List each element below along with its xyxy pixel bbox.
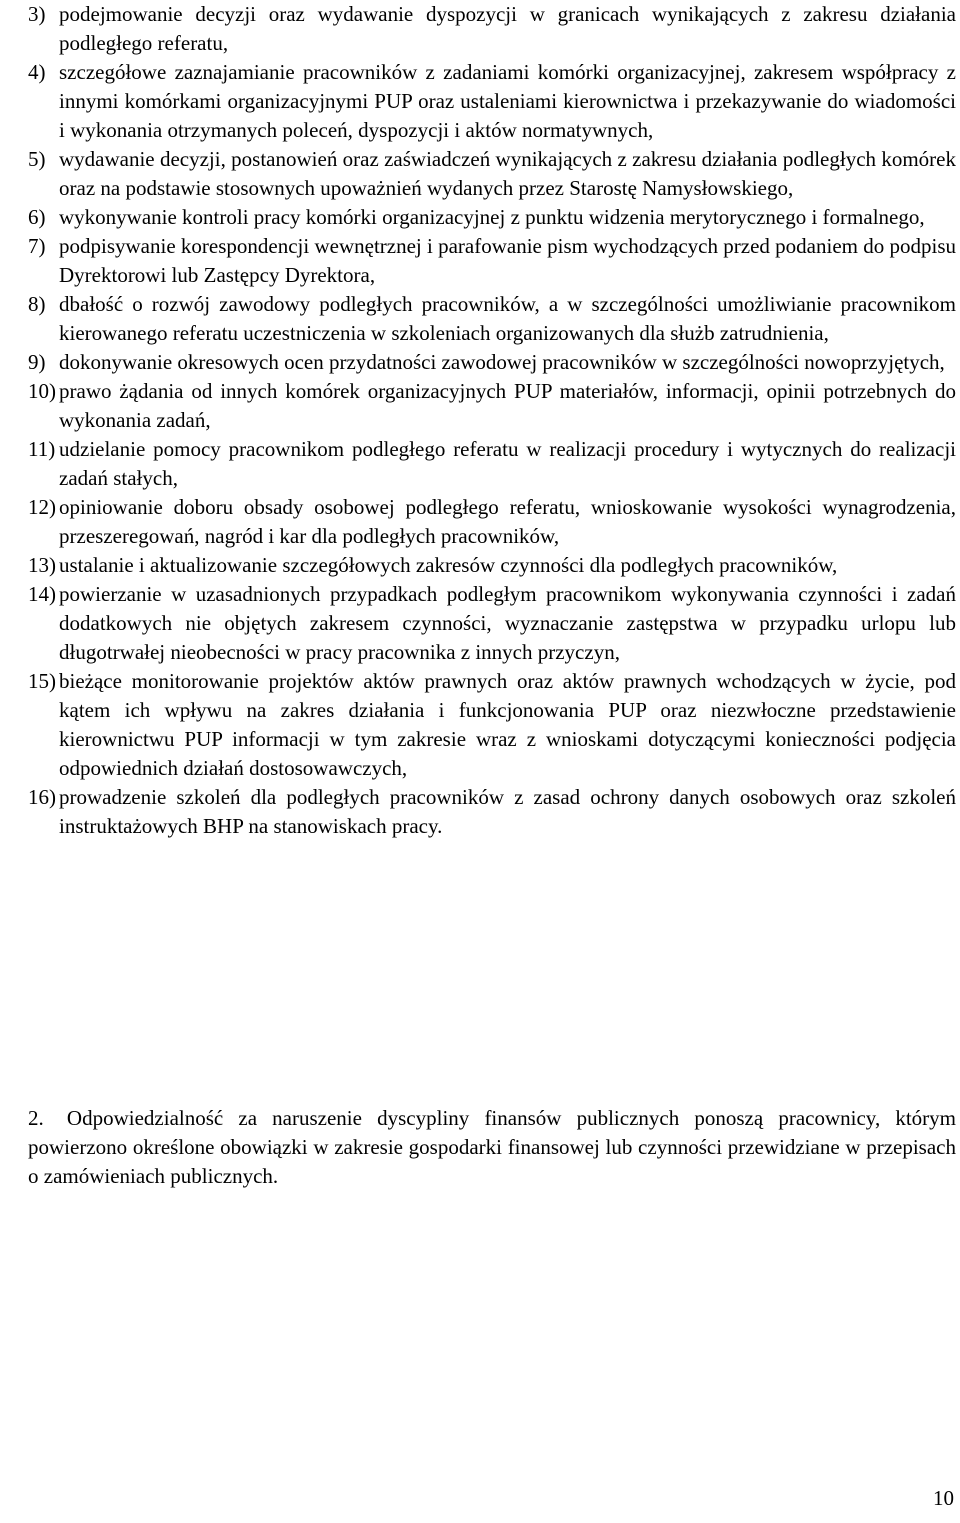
list-item xyxy=(28,493,956,551)
list-item-number: 14) xyxy=(28,582,56,606)
list-item-text: szczegółowe zaznajamianie pracowników z zadaniami komórki organizacyjnej, zakresem współpracy z innymi komórkami organizacyjnymi PUP oraz ustaleniami kierownictwa i przekazywanie do wiadomości i wykonania otrzymanych poleceń, dyspozycji i aktów normatywnych, xyxy=(59,60,956,142)
section-2-paragraph xyxy=(28,1104,956,1191)
list-item-number: 7) xyxy=(28,234,46,258)
list-item xyxy=(28,145,956,203)
list-item-number: 16) xyxy=(28,785,56,809)
list-item-number: 5) xyxy=(28,147,46,171)
list-item-text: prowadzenie szkoleń dla podległych pracowników z zasad ochrony danych osobowych oraz szkoleń instruktażowych BHP na stanowiskach pracy. xyxy=(59,785,956,838)
list-item-number: 11) xyxy=(28,437,56,461)
list-item-number: 4) xyxy=(28,60,46,84)
list-item-text: bieżące monitorowanie projektów aktów prawnych oraz aktów prawnych wchodzących w życie, pod kątem ich wpływu na zakres działania i funkcjonowania PUP oraz niezwłoczne przedstawienie kierownictwu PUP informacji w tym zakresie wraz z wnioskami dotyczącymi konieczności podjęcia odpowiednich działań dostosowawczych, xyxy=(59,669,956,780)
section-number: 2. xyxy=(28,1106,44,1130)
section-text xyxy=(28,1106,956,1188)
list-item-text: opiniowanie doboru obsady osobowej podległego referatu, wnioskowanie wysokości wynagrodzenia, przeszeregowań, nagród i kar dla podległych pracowników, xyxy=(59,495,956,548)
list-item xyxy=(28,435,956,493)
list-item-text: udzielanie pomocy pracownikom podległego referatu w realizacji procedury i wytycznych do realizacji zadań stałych, xyxy=(59,437,956,490)
list-item-number: 12) xyxy=(28,495,56,519)
list-item xyxy=(28,232,956,290)
section-text-content: Odpowiedzialność za naruszenie dyscypliny finansów publicznych ponoszą pracownicy, którym powierzono określone obowiązki w zakresie gospodarki finansowej lub czynności przewidziane w przepisach o zamówieniach publicznych. xyxy=(28,1106,957,1188)
list-item-number: 9) xyxy=(28,350,46,374)
list-item-number: 3) xyxy=(28,2,46,26)
list-item xyxy=(28,0,956,58)
list-item-number: 13) xyxy=(28,553,56,577)
page-number: 10 xyxy=(933,1486,954,1510)
list-item xyxy=(28,58,956,145)
list-item-text: wydawanie decyzji, postanowień oraz zaświadczeń wynikających z zakresu działania podległych komórek oraz na podstawie stosownych upoważnień wydanych przez Starostę Namysłowskiego, xyxy=(59,147,956,200)
list-item xyxy=(28,783,956,841)
list-item xyxy=(28,580,956,667)
duties-list xyxy=(28,0,956,841)
list-item xyxy=(28,667,956,783)
list-item-text: podejmowanie decyzji oraz wydawanie dyspozycji w granicach wynikających z zakresu działania podległego referatu, xyxy=(59,2,956,55)
list-item-text: dbałość o rozwój zawodowy podległych pracowników, a w szczególności umożliwianie pracownikom kierowanego referatu uczestniczenia w szkoleniach organizowanych dla służb zatrudnienia, xyxy=(59,292,956,345)
list-item-number: 10) xyxy=(28,379,56,403)
list-item-text: powierzanie w uzasadnionych przypadkach podległym pracownikom wykonywania czynności i zadań dodatkowych nie objętych zakresem czynności, wyznaczanie zastępstwa w przypadku urlopu lub długotrwałej nieobecności w pracy pracownika z innych przyczyn, xyxy=(59,582,956,664)
list-item xyxy=(28,290,956,348)
list-item-text: prawo żądania od innych komórek organizacyjnych PUP materiałów, informacji, opinii potrzebnych do wykonania zadań, xyxy=(59,379,956,432)
list-item-text: podpisywanie korespondencji wewnętrznej i parafowanie pism wychodzących przed podaniem do podpisu Dyrektorowi lub Zastępcy Dyrektora, xyxy=(59,234,956,287)
list-item-number: 15) xyxy=(28,669,56,693)
list-item-number: 8) xyxy=(28,292,46,316)
list-item-number: 6) xyxy=(28,205,46,229)
list-item xyxy=(28,377,956,435)
list-item-text: dokonywanie okresowych ocen przydatności zawodowej pracowników w szczególności nowoprzyjętych, xyxy=(59,350,945,374)
list-item xyxy=(28,551,956,580)
list-item-text: ustalanie i aktualizowanie szczegółowych zakresów czynności dla podległych pracowników, xyxy=(59,553,838,577)
list-item xyxy=(28,348,956,377)
list-item xyxy=(28,203,956,232)
list-item-text: wykonywanie kontroli pracy komórki organizacyjnej z punktu widzenia merytorycznego i formalnego, xyxy=(59,205,925,229)
